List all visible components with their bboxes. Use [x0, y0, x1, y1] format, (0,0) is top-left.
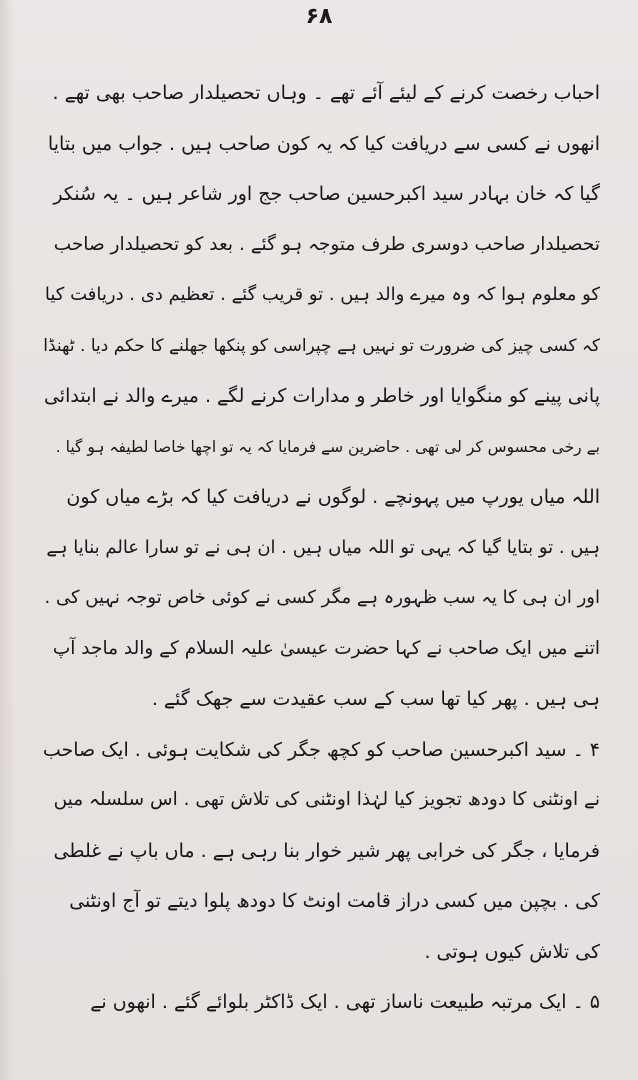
- text-line: کی تلاش کیوں ہوتی .: [424, 940, 600, 963]
- text-line: فرمایا ، جگر کی خرابی پھر شیر خوار بنا رہی ہے . ماں باپ نے غلطی: [53, 839, 600, 862]
- text-line: کی . بچپن میں کسی دراز قامت اونٹ کا دودھ پلوا دیتے تو آج اونٹنی: [69, 890, 600, 912]
- page-edge-shadow: [0, 0, 14, 1080]
- body-text: [40, 68, 600, 1028]
- text-line: کہ کسی چیز کی ضرورت تو نہیں ہے چپراسی کو پنکھا جھلنے کا حکم دیا . ٹھنڈا: [43, 335, 600, 356]
- text-line: اللہ میاں یورپ میں پہونچے . لوگوں نے دریافت کیا کہ بڑے میاں کون: [66, 486, 600, 508]
- text-line: اتنے میں ایک صاحب نے کہا حضرت عیسیٰ علیہ السلام کے والد ماجد آپ: [52, 637, 600, 659]
- text-line: اور ان ہی کا یہ سب ظہورہ ہے مگر کسی نے کوئی خاص توجہ نہیں کی .: [44, 587, 600, 608]
- text-line: ۴ ۔ سید اکبرحسین صاحب کو کچھ جگر کی شکایت ہوئی . ایک صاحب: [42, 738, 600, 761]
- page-number: ۶۸: [305, 4, 333, 29]
- text-line: انھوں نے کسی سے دریافت کیا کہ یہ کون صاحب ہیں . جواب میں بتایا: [47, 132, 600, 155]
- text-line: نے اونٹنی کا دودھ تجویز کیا لہٰذا اونٹنی کی تلاش تھی . اس سلسلہ میں: [53, 789, 600, 810]
- text-line: ہیں . تو بتایا گیا کہ یہی تو اللہ میاں ہیں . ان ہی نے تو سارا عالم بنایا ہے: [46, 536, 600, 558]
- text-line: احباب رخصت کرنے کے لیئے آئے تھے ۔ وہاں تحصیلدار صاحب بھی تھے .: [52, 82, 600, 104]
- text-line: ہی ہیں . پھر کیا تھا سب کے سب عقیدت سے جھک گئے .: [151, 688, 600, 710]
- text-line: ۵ ۔ ایک مرتبہ طبیعت ناساز تھی . ایک ڈاکٹر بلوائے گئے . انھوں نے: [90, 991, 600, 1013]
- text-line: پانی پینے کو منگوایا اور خاطر و مدارات کرنے لگے . میرے والد نے ابتدائی: [43, 385, 600, 407]
- text-line: کو معلوم ہوا کہ وہ میرے والد ہیں . تو قریب گئے . تعظیم دی . دریافت کیا: [44, 284, 600, 305]
- text-line: بے رخی محسوس کر لی تھی . حاضرین سے فرمایا کہ یہ تو اچھا خاصا لطیفہ ہو گیا .: [55, 437, 600, 456]
- text-line: تحصیلدار صاحب دوسری طرف متوجہ ہو گئے . بعد کو تحصیلدار صاحب: [53, 233, 600, 255]
- text-line: گیا کہ خان بہادر سید اکبرحسین صاحب جج اور شاعر ہیں ۔ یہ سُنکر: [53, 183, 600, 205]
